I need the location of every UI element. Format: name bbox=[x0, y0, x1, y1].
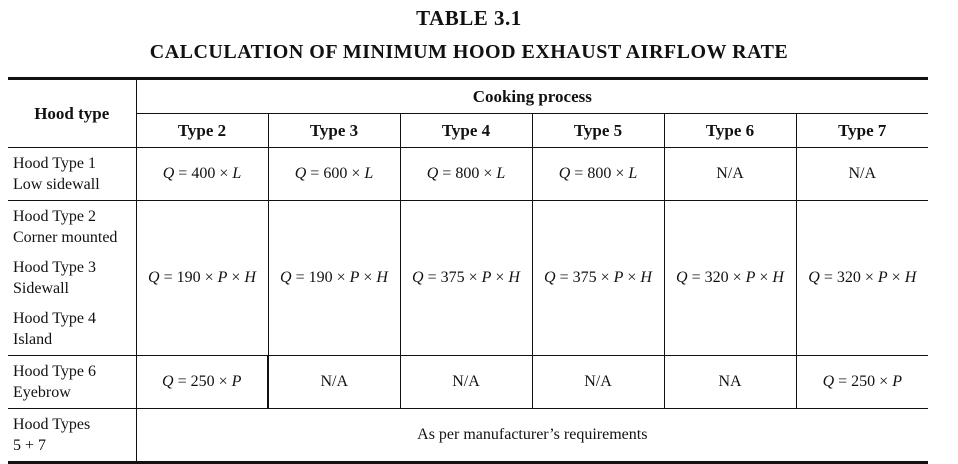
na-cell: N/A bbox=[532, 356, 664, 409]
col-header-type-6: Type 6 bbox=[664, 114, 796, 148]
col-header-type-7: Type 7 bbox=[796, 114, 928, 148]
table-row bbox=[8, 201, 928, 356]
formula-cell: Q = 190 × P × H bbox=[268, 201, 400, 356]
formula-cell: Q = 400 × L bbox=[136, 148, 268, 201]
manufacturer-requirements-cell: As per manufacturer’s requirements bbox=[136, 409, 928, 463]
formula-cell: Q = 320 × P × H bbox=[796, 201, 928, 356]
formula-cell: Q = 320 × P × H bbox=[664, 201, 796, 356]
row-label: Hood Types 5 + 7 bbox=[13, 416, 91, 454]
col-header-type-4: Type 4 bbox=[400, 114, 532, 148]
formula-cell: Q = 375 × P × H bbox=[532, 201, 664, 356]
table-title: CALCULATION OF MINIMUM HOOD EXHAUST AIRFLOW RATE bbox=[149, 41, 789, 63]
col-header-type-3: Type 3 bbox=[268, 114, 400, 148]
na-cell: N/A bbox=[796, 148, 928, 201]
group-header-cooking-process: Cooking process bbox=[136, 79, 928, 114]
col-header-type-5: Type 5 bbox=[532, 114, 664, 148]
table-row bbox=[8, 409, 928, 463]
row-header: Hood type bbox=[8, 79, 136, 148]
table-row bbox=[8, 356, 928, 409]
table-number: TABLE 3.1 bbox=[416, 6, 522, 30]
formula-cell: Q = 800 × L bbox=[400, 148, 532, 201]
airflow-table bbox=[8, 77, 928, 464]
na-cell: N/A bbox=[268, 356, 400, 409]
formula-cell: Q = 375 × P × H bbox=[400, 201, 532, 356]
na-cell: NA bbox=[664, 356, 796, 409]
row-label: Hood Type 2 Corner mounted Hood Type 3 Sidewall Hood Type 4 Island bbox=[8, 201, 136, 356]
row-label: Hood Type 1 Low sidewall bbox=[8, 148, 136, 201]
formula-cell: Q = 250 × P bbox=[796, 356, 928, 409]
row-label: Hood Type 6 Eyebrow bbox=[8, 356, 136, 409]
formula-cell: Q = 800 × L bbox=[532, 148, 664, 201]
table-row bbox=[8, 148, 928, 201]
col-header-type-2: Type 2 bbox=[136, 114, 268, 148]
na-cell: N/A bbox=[664, 148, 796, 201]
formula-cell: Q = 250 × P bbox=[136, 356, 268, 409]
na-cell: N/A bbox=[400, 356, 532, 409]
formula-cell: Q = 600 × L bbox=[268, 148, 400, 201]
formula-cell: Q = 190 × P × H bbox=[136, 201, 268, 356]
